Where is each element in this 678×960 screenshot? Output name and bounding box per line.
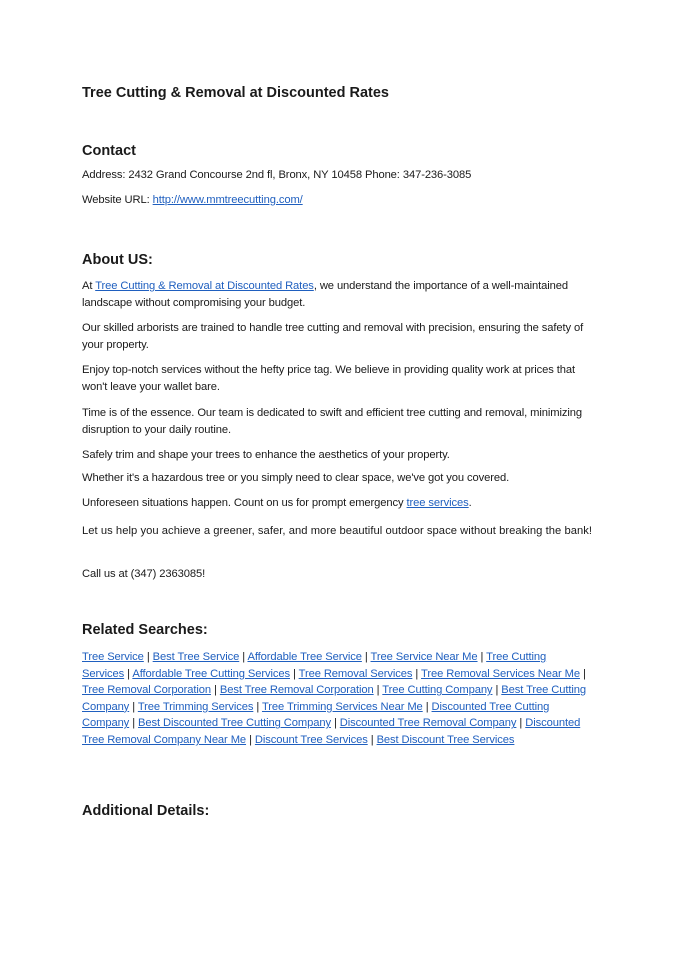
about-paragraph-1 — [82, 278, 602, 311]
related-search-link[interactable]: Tree Removal Services Near Me — [421, 667, 580, 680]
related-search-link[interactable]: Best Tree Service — [152, 651, 240, 663]
about-p1-prefix: At — [82, 280, 96, 292]
related-searches-list — [82, 649, 590, 749]
related-search-link[interactable]: Best Discounted Tree Cutting Company — [138, 717, 331, 730]
related-search-link[interactable]: Discounted Tree Removal Company Near Me — [82, 717, 581, 746]
link-separator: | — [242, 651, 246, 663]
related-search-link[interactable]: Discount Tree Services — [254, 733, 368, 746]
link-separator: | — [249, 733, 252, 746]
link-separator: | — [256, 700, 260, 713]
related-search-link[interactable]: Tree Removal Corporation — [82, 684, 212, 697]
related-search-link[interactable]: Best Discount Tree Services — [376, 733, 515, 746]
tree-services-link[interactable]: tree services — [406, 497, 469, 509]
link-separator: | — [519, 717, 523, 730]
link-separator: | — [127, 667, 130, 680]
link-separator: | — [364, 651, 368, 663]
about-heading: About US: — [82, 252, 153, 268]
business-name-link[interactable]: Tree Cutting & Removal at Discounted Rates — [95, 280, 314, 292]
related-search-link[interactable]: Tree Trimming Services — [137, 700, 254, 713]
about-paragraph-4: Time is of the essence. Our team is dedicated to swift and efficient tree cutting and removal, minimizing disruption to your daily routine. — [82, 407, 583, 436]
link-separator: | — [132, 700, 136, 713]
about-paragraph-3: Enjoy top-notch services without the hefty price tag. We believe in providing quality work at prices that won't leave your wallet bare. — [82, 364, 575, 393]
link-separator: | — [495, 684, 499, 697]
about-p7-suffix: . — [468, 497, 472, 509]
about-p1-suffix: , we understand the importance of a well-maintained landscape without compromising your budget. — [82, 280, 569, 309]
link-separator: | — [376, 684, 380, 697]
about-paragraph-9: Call us at (347) 2363085! — [82, 568, 206, 580]
link-separator: | — [480, 651, 484, 663]
link-separator: | — [370, 733, 374, 746]
website-line — [82, 192, 303, 209]
about-paragraph-2: Our skilled arborists are trained to handle tree cutting and removal with precision, ensuring the safety of your property. — [82, 322, 584, 351]
link-separator: | — [132, 717, 136, 730]
related-search-link[interactable]: Tree Removal Services — [298, 667, 413, 680]
related-search-link[interactable]: Tree Service Near Me — [370, 651, 478, 663]
related-search-link[interactable]: Discounted Tree Cutting Company — [82, 700, 550, 730]
about-paragraph-5: Safely trim and shape your trees to enhance the aesthetics of your property. — [82, 449, 450, 461]
related-search-link[interactable]: Tree Service — [82, 651, 144, 663]
related-searches-heading: Related Searches: — [82, 622, 208, 638]
related-search-link[interactable]: Tree Trimming Services Near Me — [261, 700, 423, 713]
about-paragraph-8: Let us help you achieve a greener, safer, and more beautiful outdoor space without breaking the bank! — [82, 525, 593, 537]
link-separator: | — [415, 667, 419, 680]
related-search-link[interactable]: Discounted Tree Removal Company — [339, 717, 517, 730]
link-separator: | — [333, 717, 337, 730]
additional-details-heading: Additional Details: — [82, 803, 210, 819]
about-paragraph-6: Whether it's a hazardous tree or you simply need to clear space, we've got you covered. — [82, 472, 510, 484]
related-search-link[interactable]: Tree Cutting Company — [382, 684, 493, 697]
contact-heading: Contact — [82, 143, 136, 159]
link-separator: | — [425, 700, 429, 713]
related-search-link[interactable]: Best Tree Cutting Company — [82, 684, 587, 713]
related-search-link[interactable]: Affordable Tree Service — [247, 651, 362, 663]
website-label: Website URL: — [82, 194, 153, 206]
about-p7-prefix: Unforeseen situations happen. Count on us for prompt emergency — [82, 497, 407, 509]
link-separator: | — [293, 667, 296, 680]
link-separator: | — [214, 684, 217, 697]
related-search-link[interactable]: Affordable Tree Cutting Services — [132, 667, 290, 680]
related-search-link[interactable]: Tree Cutting Services — [82, 651, 547, 680]
address-line: Address: 2432 Grand Concourse 2nd fl, Bronx, NY 10458 Phone: 347-236-3085 — [82, 169, 472, 181]
related-search-link[interactable]: Best Tree Removal Corporation — [219, 684, 374, 697]
website-link[interactable]: http://www.mmtreecutting.com/ — [152, 194, 303, 206]
about-paragraph-7 — [82, 495, 602, 512]
link-separator: | — [146, 651, 150, 663]
link-separator: | — [582, 667, 586, 680]
page-title: Tree Cutting & Removal at Discounted Rates — [82, 85, 389, 101]
